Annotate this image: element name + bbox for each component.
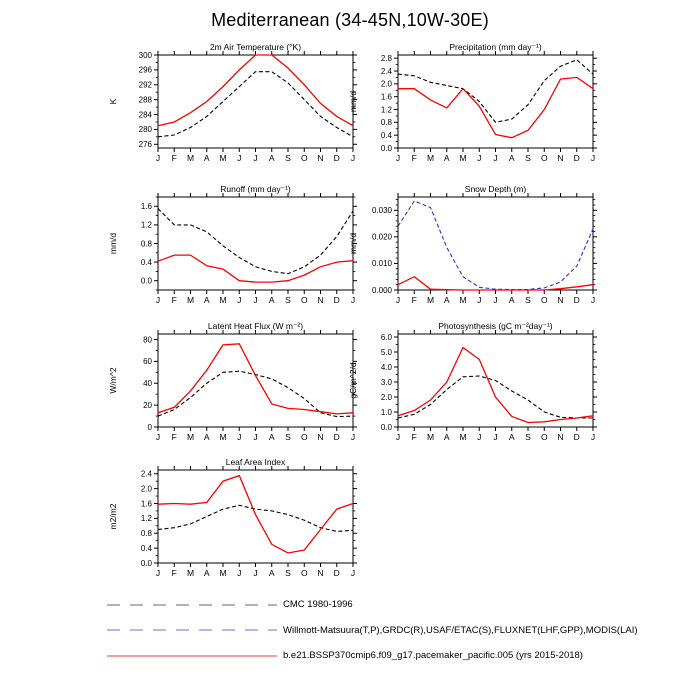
chart-ylabel: gC/m^2/d — [348, 362, 358, 399]
y-tick-label: 80 — [143, 335, 152, 345]
y-tick-label: 0.0 — [380, 422, 392, 432]
x-tick-label: J — [350, 153, 356, 163]
x-tick-label: M — [426, 295, 435, 305]
series-line — [398, 348, 593, 423]
chart-ylabel: mm/d — [348, 90, 358, 113]
x-tick-label: M — [186, 568, 195, 578]
x-tick-label: J — [237, 153, 242, 163]
x-tick-label: J — [155, 295, 161, 305]
y-tick-label: 1.2 — [140, 220, 152, 230]
chart-canvas — [103, 185, 358, 310]
legend-entry — [107, 598, 667, 611]
y-tick-label: 20 — [143, 400, 152, 410]
y-tick-label: 5.0 — [380, 347, 392, 357]
x-tick-label: A — [203, 432, 210, 442]
x-tick-label: M — [186, 432, 195, 442]
x-tick-label: J — [253, 153, 258, 163]
x-tick-label: A — [268, 432, 275, 442]
x-tick-label: A — [443, 432, 450, 442]
y-tick-label: 0.030 — [371, 206, 392, 216]
x-tick-label: A — [203, 295, 210, 305]
x-tick-label: O — [540, 295, 548, 305]
y-tick-label: 6.0 — [380, 332, 392, 342]
page-title: Mediterranean (34-45N,10W-30E) — [211, 10, 489, 30]
x-tick-label: F — [411, 295, 417, 305]
x-tick-label: S — [525, 153, 531, 163]
legend-label: b.e21.BSSP370cmip6.f09_g17.pacemaker_pacific.005 (yrs 2015-2018) — [283, 650, 583, 661]
x-tick-label: J — [477, 153, 482, 163]
y-tick-label: 0.000 — [371, 285, 392, 295]
series-line — [158, 344, 353, 414]
x-tick-label: N — [317, 295, 324, 305]
chart-ylabel: mm/d — [348, 232, 358, 255]
y-tick-label: 2.8 — [380, 54, 392, 64]
y-tick-label: 1.6 — [140, 499, 152, 509]
x-tick-label: A — [508, 153, 515, 163]
x-tick-label: J — [253, 432, 258, 442]
x-tick-label: A — [508, 432, 515, 442]
series-line — [158, 505, 353, 531]
y-tick-label: 0.4 — [140, 257, 152, 267]
y-tick-label: 0.8 — [140, 239, 152, 249]
chart-title: Snow Depth (m) — [464, 185, 527, 194]
x-tick-label: A — [443, 153, 450, 163]
y-tick-label: 60 — [143, 357, 152, 367]
x-tick-label: O — [300, 153, 308, 163]
series-line — [398, 201, 593, 290]
x-tick-label: M — [219, 295, 227, 305]
x-tick-label: J — [477, 432, 482, 442]
x-tick-label: J — [590, 153, 596, 163]
chart-title: Precipitation (mm day⁻¹) — [449, 43, 542, 52]
chart-canvas — [343, 185, 598, 310]
x-tick-label: M — [219, 432, 227, 442]
chart-canvas — [103, 458, 358, 583]
x-tick-label: D — [573, 295, 580, 305]
x-tick-label: M — [219, 568, 227, 578]
x-tick-label: F — [171, 153, 177, 163]
y-tick-label: 0.8 — [140, 529, 152, 539]
x-tick-label: J — [590, 432, 596, 442]
y-tick-label: 0.4 — [380, 130, 392, 140]
chart-ylabel: m2/m2 — [108, 503, 118, 530]
series-line — [158, 55, 353, 126]
y-tick-label: 2.0 — [380, 79, 392, 89]
y-tick-label: 1.6 — [380, 92, 392, 102]
x-tick-label: N — [557, 153, 564, 163]
x-tick-label: O — [300, 295, 308, 305]
series-line — [398, 60, 593, 123]
x-tick-label: O — [540, 153, 548, 163]
chart-runoff — [103, 185, 358, 310]
chart-ylabel: mm/d — [108, 232, 118, 255]
y-tick-label: 3.0 — [380, 377, 392, 387]
legend — [107, 598, 667, 675]
x-tick-label: N — [317, 432, 324, 442]
x-tick-label: S — [285, 295, 291, 305]
y-tick-label: 2.0 — [380, 392, 392, 402]
series-line — [158, 255, 353, 282]
y-tick-label: 2.4 — [380, 66, 392, 76]
y-tick-label: 2.4 — [140, 469, 152, 479]
chart-canvas — [103, 43, 358, 168]
chart-2m-air-temperature — [103, 43, 358, 168]
x-tick-label: A — [443, 295, 450, 305]
legend-label: Willmott-Matsuura(T,P),GRDC(R),USAF/ETAC(S),FLUXNET(LHF,GPP),MODIS(LAI) — [283, 624, 638, 636]
chart-canvas — [343, 43, 598, 168]
y-tick-label: 1.6 — [140, 202, 152, 212]
x-tick-label: M — [459, 295, 467, 305]
y-tick-label: 4.0 — [380, 362, 392, 372]
x-tick-label: O — [300, 568, 308, 578]
x-tick-label: A — [508, 295, 515, 305]
legend-label: CMC 1980-1996 — [283, 599, 353, 610]
x-tick-label: D — [333, 568, 340, 578]
x-tick-label: J — [395, 295, 401, 305]
x-tick-label: M — [426, 153, 435, 163]
x-tick-label: J — [155, 432, 161, 442]
y-tick-label: 300 — [138, 50, 152, 60]
x-tick-label: J — [493, 295, 498, 305]
chart-title: Leaf Area Index — [225, 458, 286, 467]
x-tick-label: J — [395, 432, 401, 442]
x-tick-label: S — [285, 432, 291, 442]
y-tick-label: 0.0 — [140, 276, 152, 286]
x-tick-label: A — [268, 568, 275, 578]
x-tick-label: J — [253, 295, 258, 305]
x-tick-label: N — [317, 153, 324, 163]
y-tick-label: 288 — [138, 95, 152, 105]
chart-canvas — [103, 322, 358, 447]
chart-ylabel: K — [108, 98, 118, 105]
x-tick-label: O — [540, 432, 548, 442]
chart-snow-depth — [343, 185, 598, 310]
legend-line-sample-dashed — [107, 602, 283, 608]
chart-title: Photosynthesis (gC m⁻²day⁻¹) — [438, 322, 553, 331]
chart-canvas — [343, 322, 598, 447]
x-tick-label: N — [557, 295, 564, 305]
y-tick-label: 284 — [138, 110, 152, 120]
y-tick-label: 2.0 — [140, 484, 152, 494]
x-tick-label: M — [459, 153, 467, 163]
x-tick-label: J — [493, 432, 498, 442]
x-tick-label: F — [171, 295, 177, 305]
x-tick-label: S — [285, 153, 291, 163]
x-tick-label: F — [411, 432, 417, 442]
chart-leaf-area-index — [103, 458, 358, 583]
x-tick-label: F — [171, 568, 177, 578]
series-line — [158, 209, 353, 274]
legend-line-sample-solid — [107, 653, 283, 659]
y-tick-label: 292 — [138, 80, 152, 90]
x-tick-label: F — [171, 432, 177, 442]
x-tick-label: O — [300, 432, 308, 442]
x-tick-label: D — [573, 153, 580, 163]
x-tick-label: J — [155, 153, 161, 163]
x-tick-label: J — [590, 295, 596, 305]
x-tick-label: D — [333, 295, 340, 305]
x-tick-label: J — [237, 432, 242, 442]
x-tick-label: A — [268, 153, 275, 163]
x-tick-label: J — [253, 568, 258, 578]
x-tick-label: M — [426, 432, 435, 442]
y-tick-label: 280 — [138, 125, 152, 135]
chart-latent-heat-flux — [103, 322, 358, 447]
y-tick-label: 296 — [138, 65, 152, 75]
chart-title: 2m Air Temperature (°K) — [209, 43, 302, 52]
x-tick-label: A — [203, 568, 210, 578]
y-tick-label: 1.2 — [140, 514, 152, 524]
x-tick-label: D — [333, 153, 340, 163]
x-tick-label: J — [155, 568, 161, 578]
x-tick-label: M — [186, 295, 195, 305]
chart-photosynthesis — [343, 322, 598, 447]
series-line — [158, 72, 353, 137]
x-tick-label: F — [411, 153, 417, 163]
y-tick-label: 0.8 — [380, 118, 392, 128]
y-tick-label: 0.0 — [140, 558, 152, 568]
x-tick-label: J — [350, 295, 356, 305]
legend-entry — [107, 649, 667, 662]
x-tick-label: N — [557, 432, 564, 442]
x-tick-label: S — [285, 568, 291, 578]
y-tick-label: 276 — [138, 140, 152, 150]
y-tick-label: 0 — [147, 422, 152, 432]
chart-precipitation — [343, 43, 598, 168]
x-tick-label: J — [395, 153, 401, 163]
x-tick-label: J — [350, 568, 356, 578]
y-tick-label: 0.020 — [371, 232, 392, 242]
legend-line-sample-dashed — [107, 627, 283, 633]
y-tick-label: 0.0 — [380, 143, 392, 153]
x-tick-label: J — [477, 295, 482, 305]
x-tick-label: J — [237, 295, 242, 305]
x-tick-label: J — [350, 432, 356, 442]
x-tick-label: A — [203, 153, 210, 163]
x-tick-label: M — [459, 432, 467, 442]
legend-entry — [107, 624, 667, 637]
series-line — [398, 77, 593, 137]
chart-ylabel: W/m^2 — [108, 367, 118, 394]
x-tick-label: S — [525, 432, 531, 442]
x-tick-label: D — [573, 432, 580, 442]
x-tick-label: D — [333, 432, 340, 442]
x-tick-label: A — [268, 295, 275, 305]
x-tick-label: J — [493, 153, 498, 163]
y-tick-label: 40 — [143, 379, 152, 389]
series-line — [158, 476, 353, 553]
y-tick-label: 1.0 — [380, 407, 392, 417]
x-tick-label: N — [317, 568, 324, 578]
y-tick-label: 1.2 — [380, 105, 392, 115]
x-tick-label: M — [219, 153, 227, 163]
y-tick-label: 0.4 — [140, 543, 152, 553]
y-tick-label: 0.010 — [371, 259, 392, 269]
chart-title: Runoff (mm day⁻¹) — [220, 185, 291, 194]
x-tick-label: M — [186, 153, 195, 163]
x-tick-label: J — [237, 568, 242, 578]
x-tick-label: S — [525, 295, 531, 305]
chart-title: Latent Heat Flux (W m⁻²) — [207, 322, 304, 331]
